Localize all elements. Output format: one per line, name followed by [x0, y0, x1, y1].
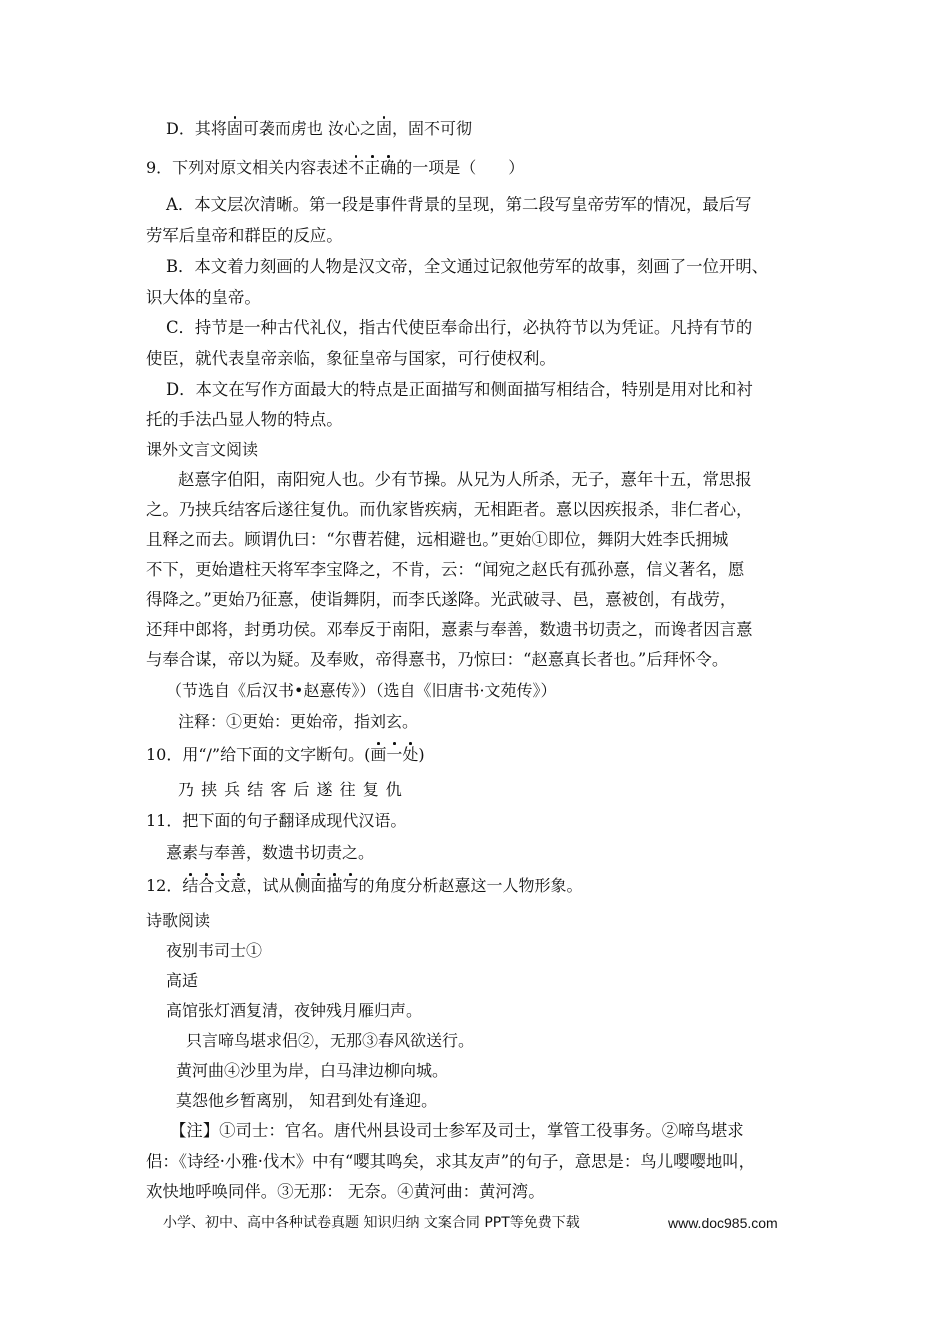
- emphasis-char: 画: [370, 745, 387, 764]
- emphasis-char: 结: [182, 876, 199, 895]
- source-note: （节选自《后汉书•赵憙传》）（选自《旧唐书·文苑传》）: [166, 681, 557, 700]
- q9-option-c-line2: 使臣，就代表皇帝亲临，象征皇帝与国家，可行使权利。: [146, 349, 556, 368]
- poem-note-line: 【注】①司士：官名。唐代州县设司士参军及司士，掌管工役事务。②啼鸟堪求: [170, 1121, 744, 1140]
- question-text: 9．下列对原文相关内容表述: [146, 158, 349, 177]
- q9-option-d-line2: 托的手法凸显人物的特点。: [146, 410, 343, 429]
- question-text: 的角度分析赵憙这一人物形象。: [358, 876, 583, 895]
- emphasis-char: 不: [348, 158, 365, 177]
- emphasis-char: 描: [326, 876, 343, 895]
- q9-option-b-line2: 识大体的皇帝。: [146, 288, 261, 307]
- option-text: D．其将: [166, 119, 227, 138]
- footer-text: 小学、初中、高中各种试卷真题 知识归纳 文案合同 PPT等免费下载: [163, 1215, 580, 1231]
- poem-line: 黄河曲④沙里为岸，白马津边柳向城。: [176, 1061, 449, 1080]
- passage-line: 不下，更始遣柱天将军李宝降之，不肯，云：“闻宛之赵氏有孤孙憙，信义著名，愿: [146, 560, 745, 579]
- poem-note-line: 欢快地呼唤同伴。③无那： 无奈。④黄河曲：黄河湾。: [146, 1182, 545, 1201]
- passage-line: 还拜中郎将，封勇功侯。邓奉反于南阳，憙素与奉善，数遗书切责之，而谗者因言憙: [146, 620, 753, 639]
- emphasis-char: 固: [375, 119, 392, 138]
- question-text: 的一项是（ ）: [396, 158, 525, 177]
- passage-line: 且释之而去。顾谓仇曰：“尔曹若健，远相避也。”更始①即位，舞阴大姓李氏拥城: [146, 530, 729, 549]
- section-heading-poetry: 诗歌阅读: [146, 911, 211, 930]
- q10-text: 乃 挟 兵 结 客 后 遂 往 复 仇: [178, 780, 403, 799]
- q9-option-d-line1: D．本文在写作方面最大的特点是正面描写和侧面描写相结合，特别是用对比和衬: [166, 380, 753, 399]
- emphasis-char: 写: [342, 876, 359, 895]
- emphasis-char: 合: [198, 876, 215, 895]
- passage-line: 赵憙字伯阳，南阳宛人也。少有节操。从兄为人所杀，无子，憙年十五，常思报: [178, 470, 752, 489]
- emphasis-char: 侧: [294, 876, 311, 895]
- q9-option-b-line1: B．本文着力刻画的人物是汉文帝，全文通过记叙他劳军的故事，刻画了一位开明、: [166, 257, 769, 276]
- poem-line: 高馆张灯酒复清，夜钟残月雁归声。: [166, 1001, 423, 1020]
- poem-line: 莫怨他乡暂离别， 知君到处有逢迎。: [176, 1091, 438, 1110]
- footer-url[interactable]: www.doc985.com: [668, 1215, 778, 1231]
- q9-option-c-line1: C．持节是一种古代礼仪，指古代使臣奉命出行，必执符节以为凭证。凡持有节的: [166, 318, 753, 337]
- option-text: ，固不可彻: [391, 119, 472, 138]
- q9-option-a-line2: 劳军后皇帝和群臣的反应。: [146, 226, 343, 245]
- passage-line: 之。乃挟兵结客后遂往复仇。而仇家皆疾病，无相距者。憙以因疾报杀，非仁者心，: [146, 500, 753, 519]
- option-text: 可袭而虏也 汝心之: [242, 119, 376, 138]
- question-text: 10．用“/”给下面的文字断句。(: [146, 745, 371, 764]
- poem-author: 高适: [166, 971, 199, 990]
- q9-option-a-line1: A．本文层次清晰。第一段是事件背景的呈现，第二段写皇帝劳军的情况，最后写: [166, 195, 752, 214]
- annotation: 注释：①更始：更始帝，指刘玄。: [178, 712, 419, 731]
- emphasis-char: 文: [214, 876, 231, 895]
- question-9: [146, 158, 524, 178]
- question-text: ，试从: [246, 876, 295, 895]
- poem-line: 只言啼鸟堪求侣②，无那③春风欲送行。: [186, 1031, 475, 1050]
- emphasis-char: 处: [402, 745, 419, 764]
- emphasis-char: 一: [386, 745, 403, 764]
- q11-text: 憙素与奉善，数遗书切责之。: [166, 843, 375, 862]
- q8-option-d: [166, 119, 472, 139]
- question-text: ): [418, 745, 425, 764]
- emphasis-char: 面: [310, 876, 327, 895]
- passage-line: 得降之。”更始乃征憙，使诣舞阴，而李氏遂降。光武破寻、邑，憙被创，有战劳，: [146, 590, 737, 609]
- question-11: 11．把下面的句子翻译成现代汉语。: [146, 811, 407, 830]
- passage-line: 与奉合谋，帝以为疑。及奉败，帝得憙书，乃惊曰：“赵憙真长者也。”后拜怀令。: [146, 650, 729, 669]
- section-heading-classical: 课外文言文阅读: [146, 440, 259, 459]
- emphasis-char: 正: [364, 158, 381, 177]
- question-text: 12．: [146, 876, 183, 895]
- question-12: [146, 876, 583, 896]
- emphasis-char: 确: [380, 158, 397, 177]
- emphasis-char: 固: [226, 119, 243, 138]
- poem-title: 夜别韦司士①: [166, 941, 263, 960]
- poem-note-line: 侣：《诗经·小雅·伐木》中有“嘤其鸣矣，求其友声”的句子，意思是：鸟儿嘤嘤地叫，: [146, 1152, 756, 1171]
- emphasis-char: 意: [230, 876, 247, 895]
- question-10: [146, 745, 425, 765]
